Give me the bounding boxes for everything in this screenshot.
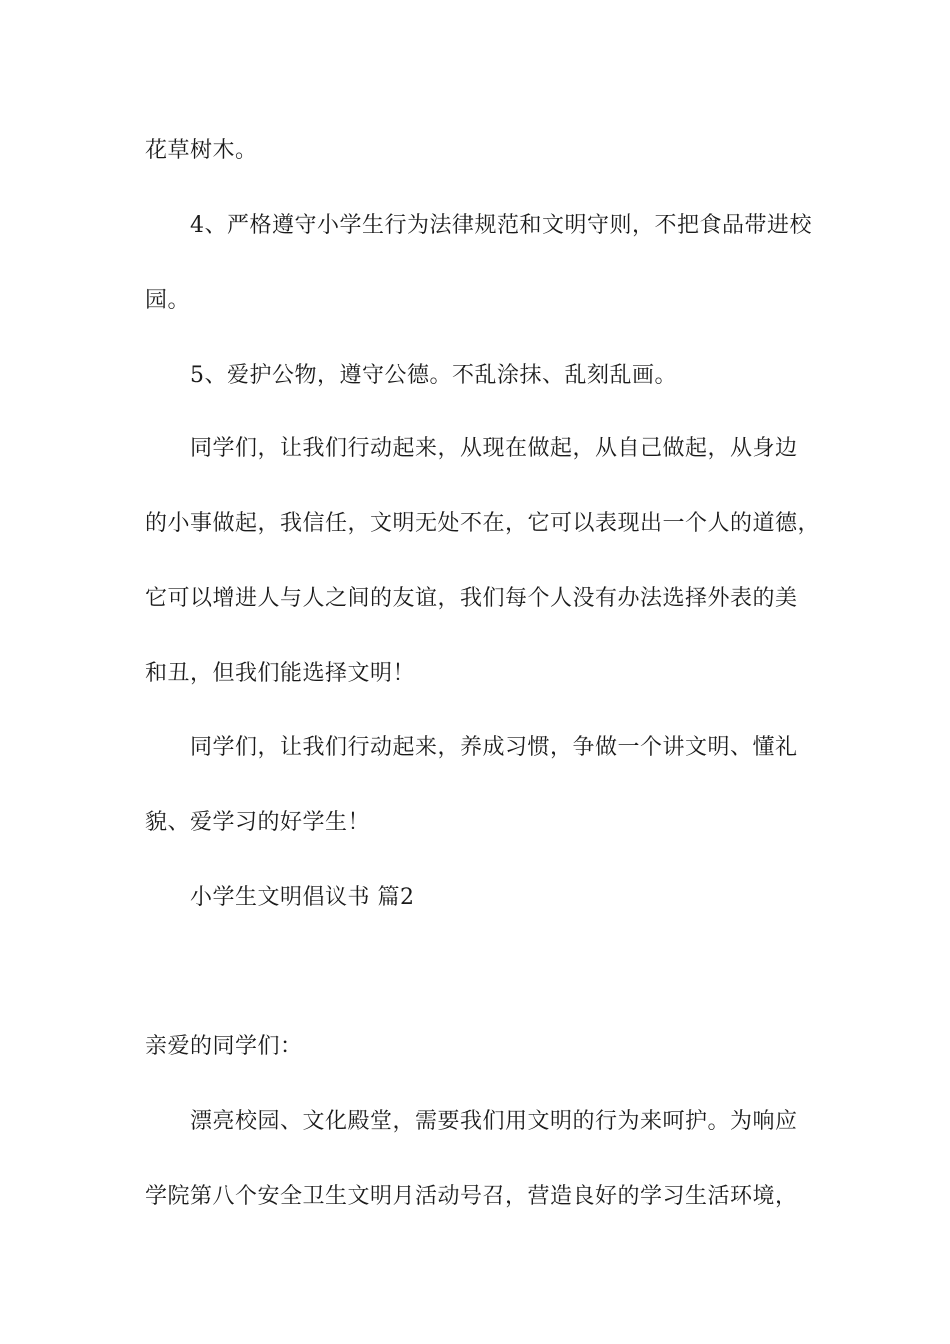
text-line-4: 5、爱护公物，遵守公德。不乱涂抹、乱刻乱画。 (190, 363, 677, 388)
text-line-9: 同学们，让我们行动起来，养成习惯，争做一个讲文明、懂礼 (190, 735, 798, 760)
text-line-1: 花草树木。 (145, 138, 258, 163)
text-line-14: 学院第八个安全卫生文明月活动号召，营造良好的学习生活环境， (145, 1184, 798, 1209)
text-line-10: 貌、爱学习的好学生！ (145, 810, 371, 835)
text-line-6: 的小事做起，我信任，文明无处不在，它可以表现出一个人的道德， (145, 511, 821, 536)
section-heading: 小学生文明倡议书 篇2 (190, 885, 415, 910)
text-line-8: 和丑，但我们能选择文明！ (145, 661, 416, 686)
text-line-7: 它可以增进人与人之间的友谊，我们每个人没有办法选择外表的美 (145, 586, 798, 611)
text-line-13: 漂亮校园、文化殿堂，需要我们用文明的行为来呵护。为响应 (190, 1109, 798, 1134)
salutation: 亲爱的同学们： (145, 1034, 303, 1059)
text-line-2: 4、严格遵守小学生行为法律规范和文明守则，不把食品带进校 (190, 213, 812, 238)
text-line-5: 同学们，让我们行动起来，从现在做起，从自己做起，从身边 (190, 436, 798, 461)
text-line-3: 园。 (145, 288, 191, 313)
